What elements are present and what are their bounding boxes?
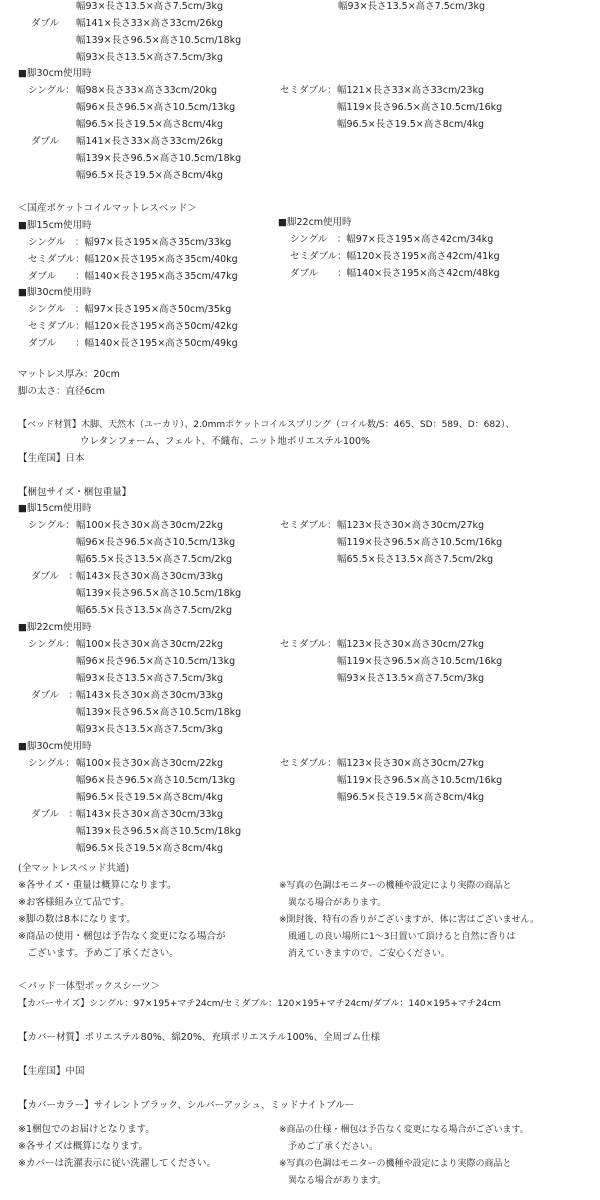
spec-line: 幅93×長さ13.5×高さ7.5cm/3kg	[338, 1, 486, 12]
note: ※商品の仕様・梱包は予告なく変更になる場合がございます。	[279, 1125, 529, 1135]
size-label-semi-double: セミダブル：	[280, 85, 337, 96]
spec-line: 幅100×長さ30×高さ30cm/22kg	[76, 520, 224, 531]
spec-line: 幅96.5×長さ19.5×高さ8cm/4kg	[76, 170, 224, 181]
spec-line: 幅119×長さ96.5×高さ10.5cm/16kg	[337, 537, 503, 548]
note: ※1梱包でのお届けとなります。	[18, 1124, 155, 1135]
note: ございます。予めご了承ください。	[18, 948, 179, 959]
spec-line: 幅96.5×長さ19.5×高さ8cm/4kg	[337, 119, 485, 130]
size-label-double: ダブル ：	[31, 690, 79, 701]
note: 異なる場合があります。	[279, 898, 387, 908]
note: 異なる場合があります。	[279, 1176, 387, 1186]
spec-line: 幅96.5×長さ19.5×高さ8cm/4kg	[76, 792, 224, 803]
note: ※カバーは洗濯表示に従い洗濯してください。	[18, 1158, 216, 1169]
cover-color: 【カバーカラー】サイレントブラック、シルバーアッシュ、ミッドナイトブルー	[18, 1100, 355, 1111]
spec-line: 幅139×長さ96.5×高さ10.5cm/18kg	[76, 826, 242, 837]
spec-line: 幅123×長さ30×高さ30cm/27kg	[337, 758, 485, 769]
spec-line: 幅143×長さ30×高さ30cm/33kg	[76, 690, 224, 701]
spec-line: 幅119×長さ96.5×高さ10.5cm/16kg	[337, 102, 503, 113]
spec-line: 幅143×長さ30×高さ30cm/33kg	[76, 809, 224, 820]
size-label-double: ダブル	[31, 136, 60, 147]
spec-line: セミダブル：幅120×長さ195×高さ35cm/40kg	[28, 254, 238, 265]
spec-line: 幅123×長さ30×高さ30cm/27kg	[337, 639, 485, 650]
cover-size: 【カバーサイズ】シングル：97×195+マチ24cm/セミダブル：120×195+マチ24cm/ダブル：140×195+マチ24cm	[18, 999, 502, 1009]
note: ※写真の色調はモニターの機種や設定により実際の商品と	[279, 1159, 512, 1169]
spec-line: 幅65.5×長さ13.5×高さ7.5cm/2kg	[337, 554, 494, 565]
size-label-double: ダブル ：	[31, 571, 79, 582]
spec-line: 幅93×長さ13.5×高さ7.5cm/3kg	[76, 1, 224, 12]
spec-line: 幅96.5×長さ19.5×高さ8cm/4kg	[337, 792, 485, 803]
section-title: ＜国産ポケットコイルマットレスベッド＞	[18, 203, 197, 214]
bed-material-cont: ウレタンフォーム、フェルト、不織布、ニット地ポリエステル100%	[80, 436, 371, 447]
section-heading: ■脚15cm使用時	[18, 220, 92, 231]
spec-line: 幅121×長さ33×高さ33cm/23kg	[337, 85, 485, 96]
spec-line: 幅119×長さ96.5×高さ10.5cm/16kg	[337, 775, 503, 786]
mattress-thickness: マットレス厚み：20cm	[18, 369, 120, 380]
spec-line: 幅143×長さ30×高さ30cm/33kg	[76, 571, 224, 582]
size-label-semi-double: セミダブル：	[280, 520, 337, 531]
cover-origin: 【生産国】中国	[18, 1066, 85, 1077]
size-label-single: シングル：	[28, 520, 75, 531]
section-heading: ■脚22cm使用時	[278, 217, 352, 228]
size-label-semi-double: セミダブル：	[280, 758, 337, 769]
note: ※写真の色調はモニターの機種や設定により実際の商品と	[279, 881, 512, 891]
spec-line: ダブル ：幅140×長さ195×高さ42cm/48kg	[290, 268, 500, 279]
spec-line: シングル ：幅97×長さ195×高さ35cm/33kg	[28, 237, 232, 248]
spec-line: シングル ：幅97×長さ195×高さ50cm/35kg	[28, 304, 232, 315]
section-heading: ■脚30cm使用時	[18, 287, 92, 298]
spec-line: 幅96.5×長さ19.5×高さ8cm/4kg	[76, 843, 224, 854]
spec-line: セミダブル：幅120×長さ195×高さ50cm/42kg	[28, 321, 238, 332]
spec-line: 幅93×長さ13.5×高さ7.5cm/3kg	[76, 673, 224, 684]
section-heading: ■脚15cm使用時	[18, 503, 92, 514]
note: 予めご了承ください。	[279, 1142, 379, 1152]
spec-line: 幅96×長さ96.5×高さ10.5cm/13kg	[76, 537, 236, 548]
spec-line: 幅93×長さ13.5×高さ7.5cm/3kg	[337, 673, 485, 684]
spec-line: ダブル ：幅140×長さ195×高さ35cm/47kg	[28, 271, 238, 282]
section-heading: ■脚30cm使用時	[18, 68, 92, 79]
spec-line: 幅100×長さ30×高さ30cm/22kg	[76, 758, 224, 769]
size-label-single: シングル：	[28, 639, 75, 650]
section-title: ＜パッド一体型ボックスシーツ＞	[18, 981, 161, 992]
size-label-double: ダブル ：	[31, 809, 79, 820]
note: ※お客様組み立て品です。	[18, 897, 130, 908]
spec-line: 幅139×長さ96.5×高さ10.5cm/18kg	[76, 153, 242, 164]
spec-line: 幅96×長さ96.5×高さ10.5cm/13kg	[76, 775, 236, 786]
spec-line: シングル ：幅97×長さ195×高さ42cm/34kg	[290, 234, 494, 245]
bed-material: 【ベッド材質】木脚、天然木（ユーカリ）、2.0mmポケットコイルスプリング（コイル数/S：465、SD：589、D：682）、	[18, 420, 515, 430]
section-heading: ■脚22cm使用時	[18, 622, 92, 633]
note: ※脚の数は8本になります。	[18, 914, 136, 925]
size-label-semi-double: セミダブル：	[280, 639, 337, 650]
note: ※各サイズは概算になります。	[18, 1141, 148, 1152]
leg-thickness: 脚の太さ：直径6cm	[18, 386, 106, 397]
spec-line: 幅96×長さ96.5×高さ10.5cm/13kg	[76, 656, 236, 667]
size-label-single: シングル：	[28, 85, 75, 96]
note: 風通しの良い場所に1～3日置いて頂けると自然に香りは	[279, 932, 516, 942]
spec-line: セミダブル：幅120×長さ195×高さ42cm/41kg	[290, 251, 500, 262]
spec-line: 幅100×長さ30×高さ30cm/22kg	[76, 639, 224, 650]
spec-line: 幅141×長さ33×高さ33cm/26kg	[76, 18, 224, 29]
cover-material: 【カバー材質】ポリエステル80%、綿20%、充填ポリエステル100%、全周ゴム仕様	[18, 1032, 381, 1043]
spec-line: 幅93×長さ13.5×高さ7.5cm/3kg	[76, 724, 224, 735]
spec-line: 幅141×長さ33×高さ33cm/26kg	[76, 136, 224, 147]
spec-line: 幅93×長さ13.5×高さ7.5cm/3kg	[76, 52, 224, 63]
note: 消えていきますので、ご安心ください。	[279, 949, 450, 959]
spec-line: 幅123×長さ30×高さ30cm/27kg	[337, 520, 485, 531]
spec-line: ダブル ：幅140×長さ195×高さ50cm/49kg	[28, 338, 238, 349]
spec-line: 幅96×長さ96.5×高さ10.5cm/13kg	[76, 102, 236, 113]
spec-line: 幅119×長さ96.5×高さ10.5cm/16kg	[337, 656, 503, 667]
spec-line: 幅65.5×長さ13.5×高さ7.5cm/2kg	[76, 605, 233, 616]
spec-line: 幅139×長さ96.5×高さ10.5cm/18kg	[76, 707, 242, 718]
note: ※各サイズ・重量は概算になります。	[18, 880, 177, 891]
section-title: 【梱包サイズ・梱包重量】	[18, 487, 132, 498]
spec-line: 幅65.5×長さ13.5×高さ7.5cm/2kg	[76, 554, 233, 565]
spec-line: 幅139×長さ96.5×高さ10.5cm/18kg	[76, 588, 242, 599]
section-heading: ■脚30cm使用時	[18, 741, 92, 752]
note: ※開封後、特有の香りがございますが、体に害はございません。	[279, 915, 540, 925]
size-label-double: ダブル	[31, 18, 60, 29]
origin: 【生産国】日本	[18, 453, 85, 464]
spec-line: 幅96.5×長さ19.5×高さ8cm/4kg	[76, 119, 224, 130]
note: ※商品の使用・梱包は予告なく変更になる場合が	[18, 931, 226, 942]
size-label-single: シングル：	[28, 758, 75, 769]
spec-line: 幅98×長さ33×高さ33cm/20kg	[76, 85, 217, 96]
section-title: (全マットレスベッド共通)	[18, 863, 130, 874]
spec-line: 幅139×長さ96.5×高さ10.5cm/18kg	[76, 35, 242, 46]
